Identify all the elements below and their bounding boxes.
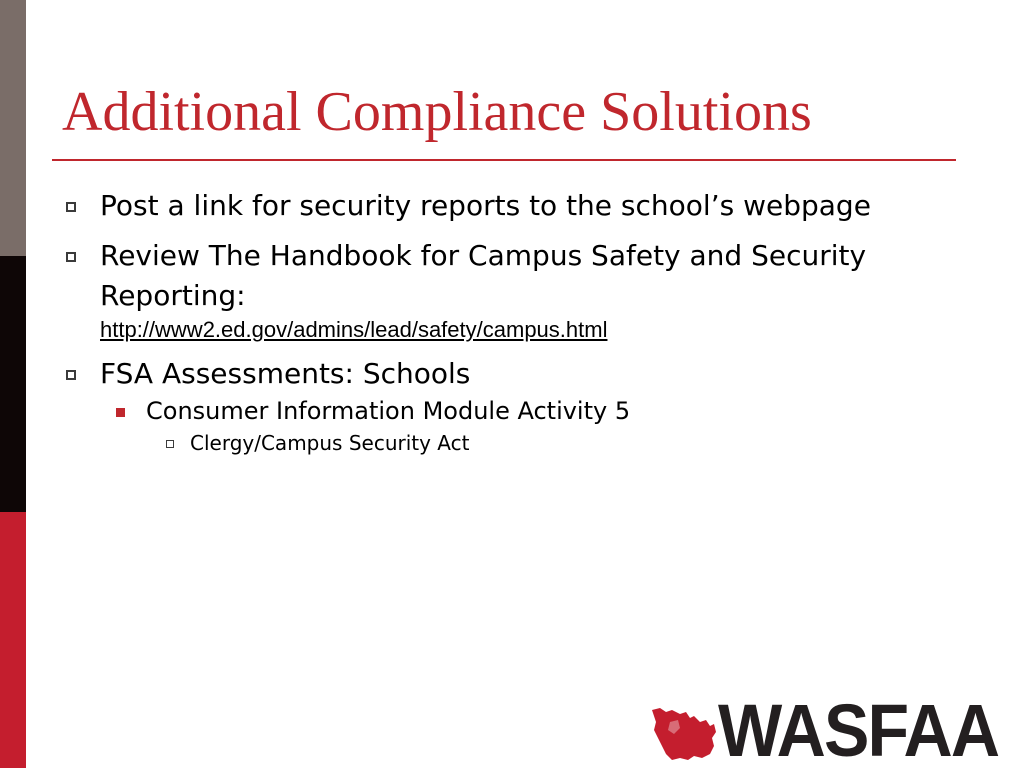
- side-bar-bottom: [0, 512, 26, 768]
- hollow-square-bullet-icon: [66, 370, 76, 380]
- bullet-text: FSA Assessments: Schools: [100, 357, 471, 390]
- filled-square-bullet-icon: [116, 408, 125, 417]
- sub-sub-bullet-text: Clergy/Campus Security Act: [190, 431, 470, 455]
- hollow-square-bullet-icon: [66, 202, 76, 212]
- sub-sub-bullet-item: [190, 428, 942, 458]
- hollow-square-bullet-icon: [66, 252, 76, 262]
- side-bar-middle: [0, 256, 26, 512]
- hollow-square-bullet-icon: [166, 440, 174, 448]
- title-underline: [52, 159, 956, 161]
- handbook-link[interactable]: http://www2.ed.gov/admins/lead/safety/campus.html: [100, 317, 608, 342]
- sub-bullet-text: Consumer Information Module Activity 5: [146, 397, 631, 425]
- sub-bullet-item: [146, 394, 942, 428]
- bullet-list: [62, 186, 942, 458]
- side-bar-top: [0, 0, 26, 256]
- bullet-item-2: [62, 236, 942, 344]
- wisconsin-map-icon: [650, 704, 718, 764]
- bullet-text: Review The Handbook for Campus Safety and Security Reporting:: [100, 239, 867, 312]
- bullet-item-1: [62, 186, 942, 226]
- wasfaa-logo: [650, 689, 1024, 768]
- logo-wordmark: WASFAA: [718, 689, 999, 768]
- bullet-item-3: [62, 354, 942, 394]
- bullet-text: Post a link for security reports to the school’s webpage: [100, 189, 871, 222]
- slide-title: Additional Compliance Solutions: [62, 81, 812, 143]
